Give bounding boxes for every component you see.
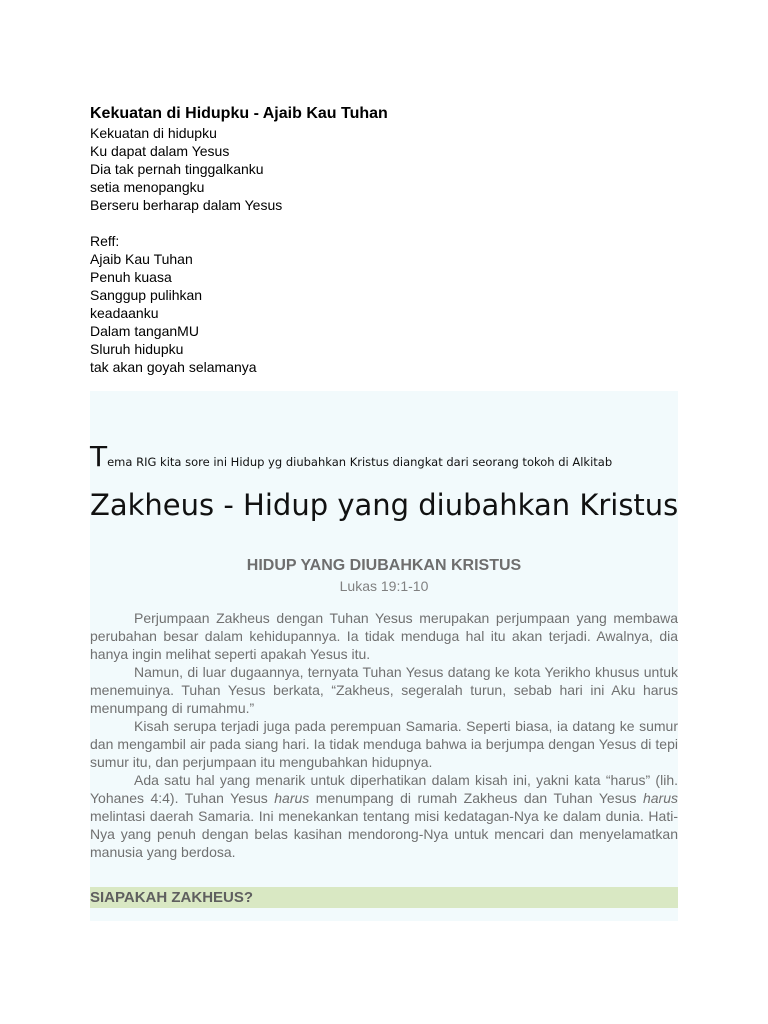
song-lyrics [90,104,650,376]
theme-text: ema RIG kita sore ini Hidup yg diubahkan Kristus diangkat dari seorang tokoh di Alkitab [107,455,613,469]
stanza-gap [90,214,650,232]
paragraph-text: melintasi daerah Samaria. Ini menekankan tentang misi kedatagan-Nya ke dalam dunia. Hati-Nya yang penuh dengan belas kasihan mendorong-Nya untuk mencari dan menyelamatkan manusia yang berdosa. [90,808,678,860]
reff-line: keadaanku [90,305,159,321]
verse-line: Ku dapat dalam Yesus [90,143,230,159]
verse-line: setia menopangku [90,179,205,195]
paragraph [90,771,678,861]
emphasis: harus [642,790,679,806]
reff-line: Penuh kuasa [90,269,172,285]
reff-line: Dalam tanganMU [90,323,199,339]
paragraph-text: Ada satu hal yang menarik untuk diperhatikan dalam kisah ini, yakni kata “harus” (lih. Yohanes 4:4). Tuhan Yesus [90,772,678,806]
paragraph-text: menumpang di rumah Zakheus dan Tuhan Yesus [309,790,643,806]
verse-line: Kekuatan di hidupku [90,125,217,141]
section-heading: SIAPAKAH ZAKHEUS? [90,887,678,908]
article-panel [90,391,678,921]
scripture-reference: Lukas 19:1-10 [339,578,429,594]
article-title: HIDUP YANG DIUBAHKAN KRISTUS [246,557,522,574]
reff-line: Sanggup pulihkan [90,287,203,303]
article-headline: Zakheus - Hidup yang diubahkan Kristus [90,488,679,522]
paragraph: Namun, di luar dugaannya, ternyata Tuhan Yesus datang ke kota Yerikho khusus untuk menemuinya. Tuhan Yesus berkata, “Zakheus, segeralah turun, sebab hari ini Aku harus menumpang di rumahmu.” [90,664,678,716]
song-title: Kekuatan di Hidupku - Ajaib Kau Tuhan [90,105,388,122]
paragraph: Kisah serupa terjadi juga pada perempuan Samaria. Seperti biasa, ia datang ke sumur dan mengambil air pada siang hari. Ia tidak menduga bahwa ia berjumpa dengan Yesus di tepi sumur itu, dan perjumpaan itu mengubahkan hidupnya. [90,718,678,770]
reff-label: Reff: [90,233,120,249]
verse-line: Dia tak pernah tinggalkanku [90,161,264,177]
theme-line [90,440,678,473]
theme-initial: T [90,440,108,473]
reff-line: tak akan goyah selamanya [90,359,257,375]
reff-line: Sluruh hidupku [90,341,184,357]
paragraph: Perjumpaan Zakheus dengan Tuhan Yesus merupakan perjumpaan yang membawa perubahan besar dalam kehidupannya. Ia tidak menduga hal itu akan terjadi. Awalnya, dia hanya ingin melihat seperti apakah Yesus itu. [90,610,678,662]
emphasis: harus [274,790,310,806]
verse-line: Berseru berharap dalam Yesus [90,197,283,213]
article-body [90,609,678,861]
reff-line: Ajaib Kau Tuhan [90,251,193,267]
